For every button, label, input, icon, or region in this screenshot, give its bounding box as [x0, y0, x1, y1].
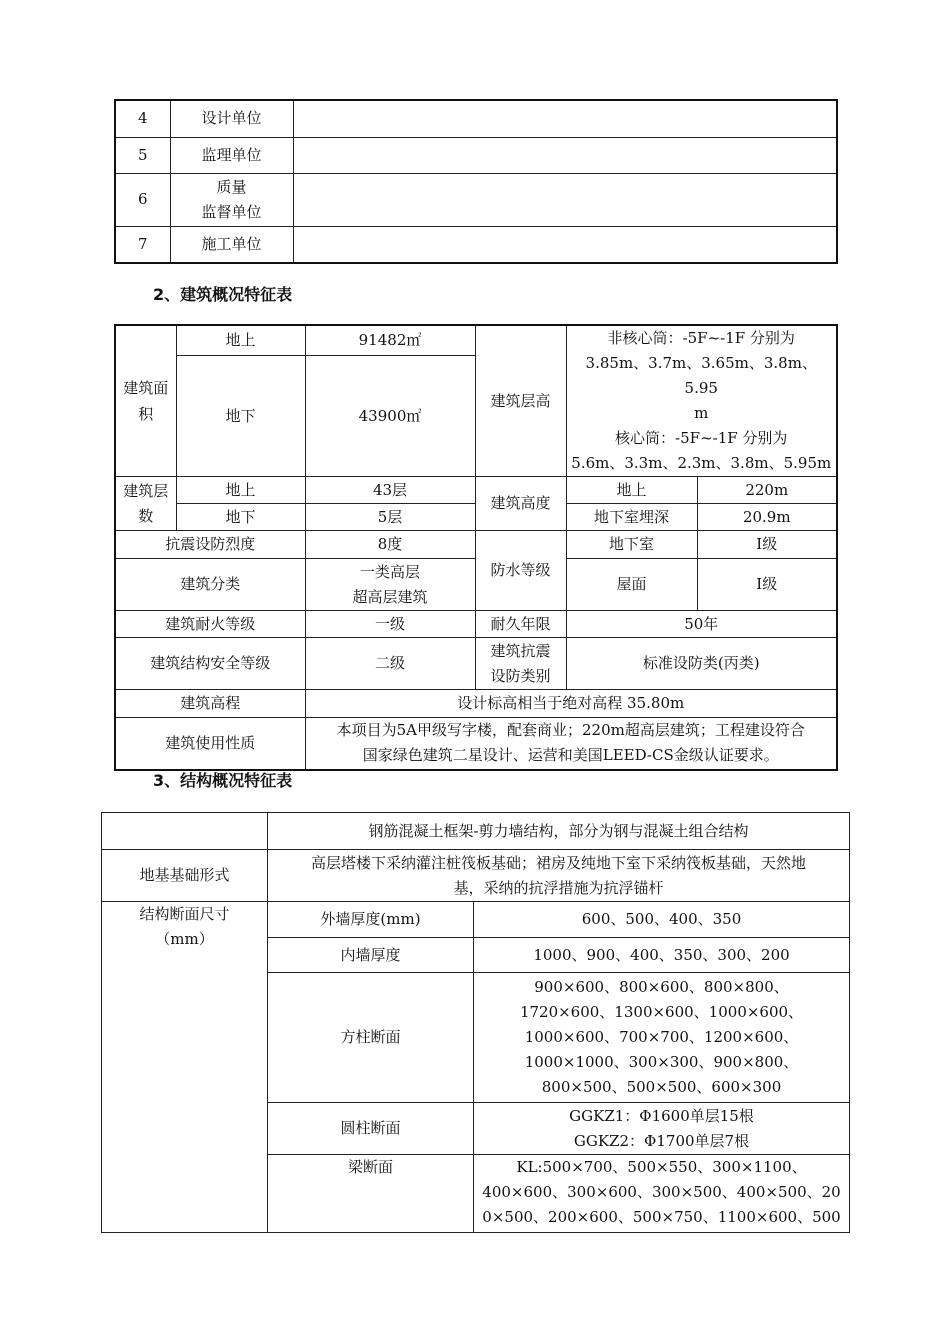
- beam-line: KL:500×700、500×550、300×1100、: [516, 1158, 807, 1176]
- fire-label: 建筑耐火等级: [115, 611, 305, 638]
- participants-table: [114, 99, 838, 264]
- beam-line: 0×500、200×600、500×750、1100×600、500: [482, 1208, 841, 1226]
- usage-line1: 本项目为5A甲级写字楼，配套商业；220m超高层建筑；工程建设符合: [336, 721, 805, 740]
- row-number: 6: [115, 173, 170, 226]
- table-row: [115, 477, 837, 504]
- building-overview-table: [114, 324, 838, 771]
- floor-height-line: 5.6m、3.3m、2.3m、3.8m、5.95m: [571, 454, 832, 472]
- height-above-label: 地上: [566, 477, 697, 504]
- beam-line: 400×600、300×600、300×500、400×500、20: [482, 1183, 841, 1201]
- seismic-category-value: 标准设防类(丙类): [566, 638, 837, 690]
- section3-title: 3、结构概况特征表: [153, 771, 293, 790]
- beam-label: 梁断面: [268, 1155, 474, 1233]
- row-number: 4: [115, 100, 170, 137]
- durability-value: 50年: [566, 611, 837, 638]
- below-label: 地下: [176, 504, 305, 531]
- inner-wall-label: 内墙厚度: [268, 938, 474, 973]
- foundation-line2: 基，采纳的抗浮措施为抗浮锚杆: [453, 878, 664, 897]
- table-row: [115, 325, 837, 356]
- row-label: [170, 173, 293, 226]
- table-row: [115, 100, 837, 137]
- floor-height-line: m: [694, 404, 709, 422]
- below-area: 43900㎡: [305, 356, 475, 477]
- outer-wall-value: 600、500、400、350: [474, 902, 850, 938]
- section-size-line2: （mm）: [155, 930, 214, 948]
- square-column-line: 800×500、500×500、600×300: [541, 1078, 782, 1096]
- elevation-label: 建筑高程: [115, 690, 305, 718]
- table-row: [115, 611, 837, 638]
- seismic-label: 抗震设防烈度: [115, 531, 305, 559]
- row-label-line1: 质量: [216, 177, 247, 196]
- section2-title: 2、建筑概况特征表: [153, 285, 293, 304]
- above-area: 91482㎡: [305, 325, 475, 356]
- row-value: [293, 226, 837, 263]
- height-above-value: 220m: [697, 477, 837, 504]
- round-column-line2: GGKZ2：Φ1700单层7根: [573, 1131, 750, 1150]
- fire-value: 一级: [305, 611, 475, 638]
- square-column-line: 1000×600、700×700、1200×600、: [524, 1028, 799, 1046]
- round-column-label: 圆柱断面: [268, 1103, 474, 1155]
- table-row: [115, 173, 837, 226]
- category-value: [305, 559, 475, 611]
- basement-grade: Ⅰ级: [697, 531, 837, 559]
- area-label: 建筑面积: [115, 325, 176, 477]
- section-size-label: [102, 902, 268, 1233]
- building-height-label: 建筑高度: [475, 477, 566, 531]
- row-number: 5: [115, 137, 170, 173]
- square-column-line: 900×600、800×600、800×800、: [534, 978, 789, 996]
- table-row: [102, 813, 850, 850]
- elevation-value: 设计标高相当于绝对高程 35.80m: [305, 690, 837, 718]
- floor-height-label: 建筑层高: [475, 325, 566, 477]
- row-label: 监理单位: [170, 137, 293, 173]
- floors-below: 5层: [305, 504, 475, 531]
- floor-height-line: 非核心筒：-5F~-1F 分别为: [607, 329, 795, 347]
- category-label: 建筑分类: [115, 559, 305, 611]
- square-column-line: 1720×600、1300×600、1000×600、: [519, 1003, 804, 1021]
- usage-value: [305, 718, 837, 770]
- above-label: 地上: [176, 477, 305, 504]
- basement-label: 地下室: [566, 531, 697, 559]
- safety-value: 二级: [305, 638, 475, 690]
- floors-above: 43层: [305, 477, 475, 504]
- above-label: 地上: [176, 325, 305, 356]
- outer-wall-label: 外墙厚度(mm): [268, 902, 474, 938]
- table-row: [115, 718, 837, 770]
- category-line1: 一类高层: [359, 562, 420, 581]
- structure-type-value: 钢筋混凝土框架-剪力墙结构，部分为钢与混凝土组合结构: [268, 813, 850, 850]
- row-value: [293, 100, 837, 137]
- floor-height-value: [566, 325, 837, 477]
- table-row: [102, 850, 850, 902]
- section-size-line1: 结构断面尺寸: [139, 905, 230, 923]
- below-label: 地下: [176, 356, 305, 477]
- row-value: [293, 173, 837, 226]
- floors-label: 建筑层数: [115, 477, 176, 531]
- structure-overview-table: [101, 812, 850, 1233]
- row-value: [293, 137, 837, 173]
- table-row: [115, 638, 837, 690]
- waterproof-label: 防水等级: [475, 531, 566, 611]
- basement-depth-label: 地下室埋深: [566, 504, 697, 531]
- foundation-line1: 高层塔楼下采纳灌注桩筏板基础；裙房及纯地下室下采纳筏板基础，天然地: [311, 853, 807, 872]
- row-label-line2: 监督单位: [201, 202, 262, 221]
- foundation-label: 地基基础形式: [102, 850, 268, 902]
- roof-grade: Ⅰ级: [697, 559, 837, 611]
- beam-value: [474, 1155, 850, 1233]
- floor-height-line: 核心筒：-5F~-1F 分别为: [615, 429, 788, 447]
- square-column-label: 方柱断面: [268, 973, 474, 1103]
- table-row: [115, 690, 837, 718]
- category-line2: 超高层建筑: [352, 587, 428, 606]
- table-row: [115, 531, 837, 559]
- table-row: [115, 226, 837, 263]
- usage-line2: 国家绿色建筑二星设计、运营和美国LEED-CS金级认证要求。: [362, 746, 779, 765]
- table-row: [115, 137, 837, 173]
- structure-type-label: [102, 813, 268, 850]
- row-label: 设计单位: [170, 100, 293, 137]
- seismic-category-line2: 设防类别: [490, 666, 551, 685]
- square-column-line: 1000×1000、300×300、900×800、: [524, 1053, 799, 1071]
- usage-label: 建筑使用性质: [115, 718, 305, 770]
- row-label: 施工单位: [170, 226, 293, 263]
- round-column-line1: GGKZ1：Φ1600单层15根: [569, 1106, 754, 1125]
- seismic-category-label: [475, 638, 566, 690]
- seismic-value: 8度: [305, 531, 475, 559]
- row-number: 7: [115, 226, 170, 263]
- foundation-value: [268, 850, 850, 902]
- round-column-value: [474, 1103, 850, 1155]
- square-column-value: [474, 973, 850, 1103]
- safety-label: 建筑结构安全等级: [115, 638, 305, 690]
- durability-label: 耐久年限: [475, 611, 566, 638]
- table-row: [102, 902, 850, 938]
- seismic-category-line1: 建筑抗震: [490, 641, 551, 660]
- inner-wall-value: 1000、900、400、350、300、200: [474, 938, 850, 973]
- roof-label: 屋面: [566, 559, 697, 611]
- basement-depth-value: 20.9m: [697, 504, 837, 531]
- floor-height-line: 3.85m、3.7m、3.65m、3.8m、5.95: [585, 354, 817, 397]
